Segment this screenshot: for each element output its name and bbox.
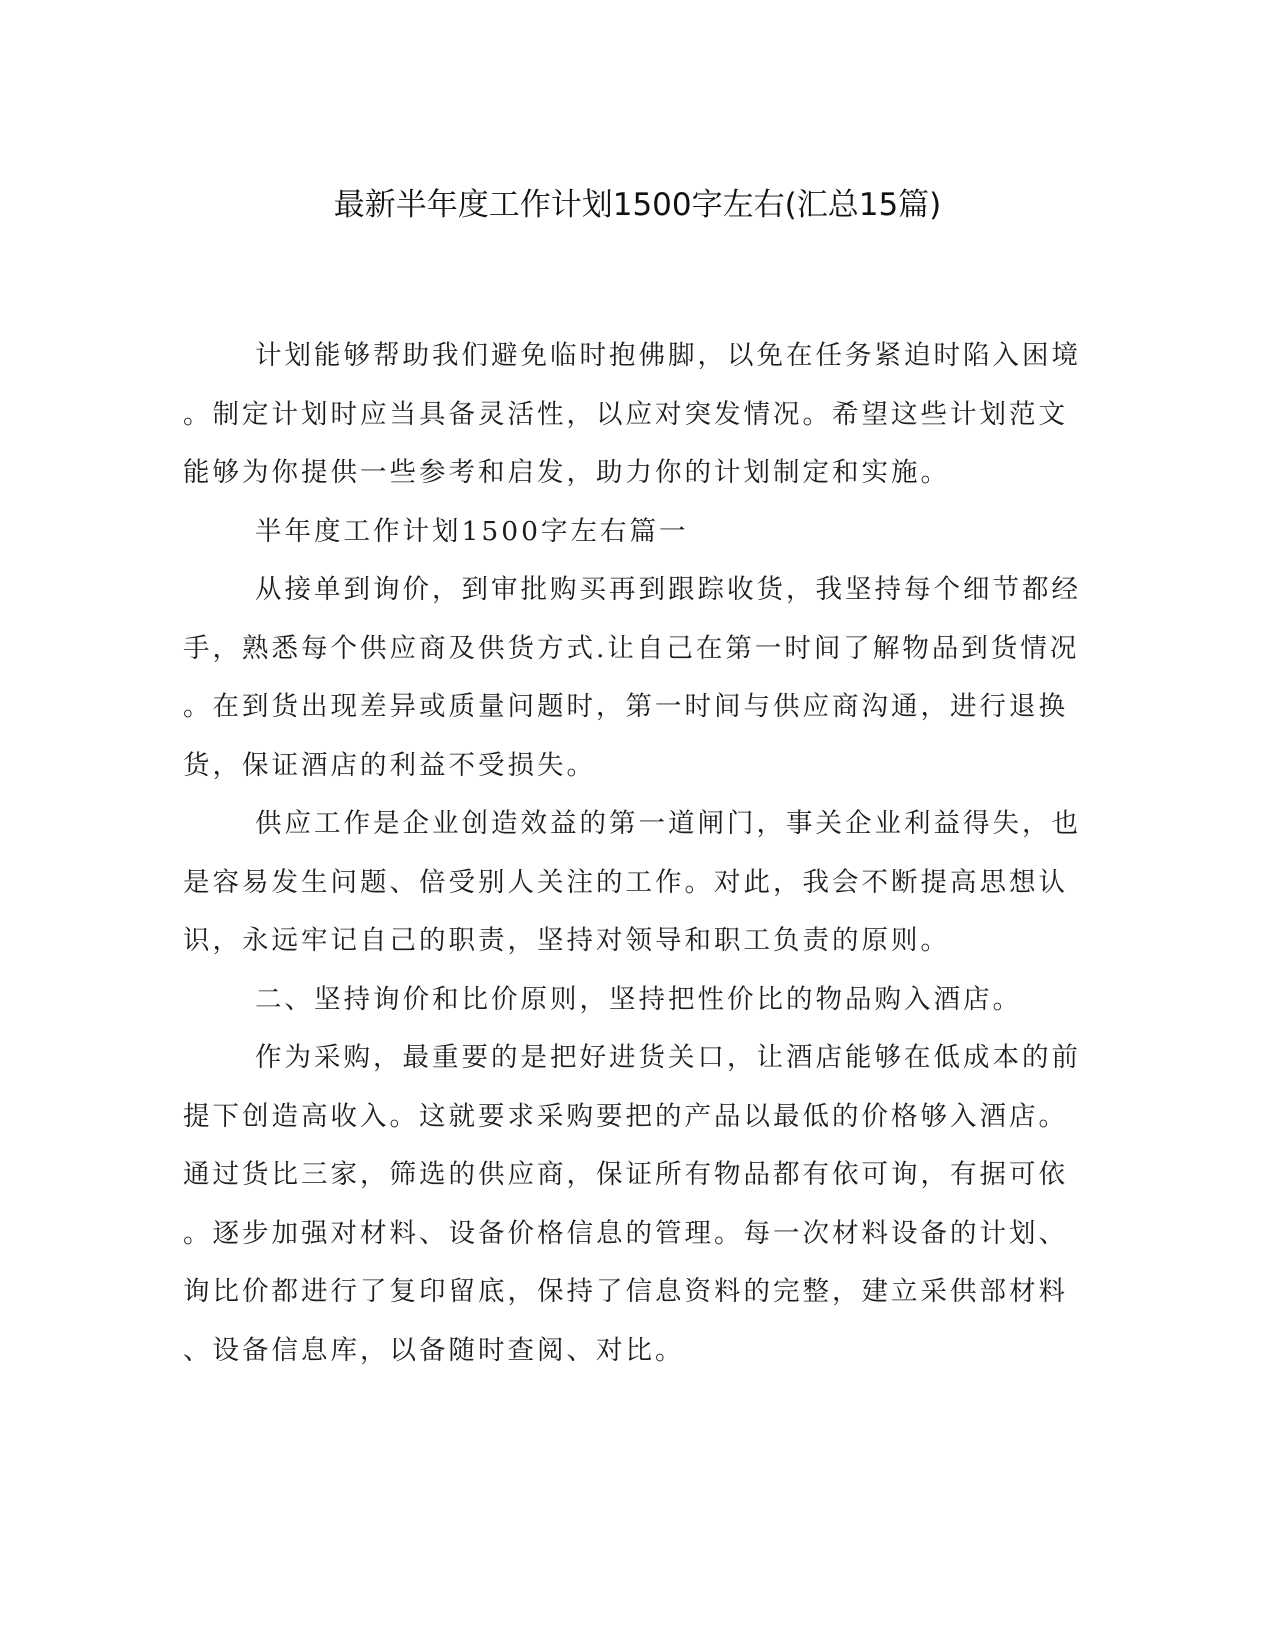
text-line: 提下创造高收入。这就要求采购要把的产品以最低的价格够入酒店。 — [183, 1100, 1068, 1132]
text-line: 是容易发生问题、倍受别人关注的工作。对此，我会不断提高思想认 — [183, 866, 1068, 898]
text-line: 货，保证酒店的利益不受损失。 — [183, 749, 596, 781]
text-line: 通过货比三家，筛选的供应商，保证所有物品都有依可询，有据可依 — [183, 1159, 1068, 1190]
text-line: 、设备信息库，以备随时查阅、对比。 — [183, 1334, 685, 1366]
text-line: 识，永远牢记自己的职责，坚持对领导和职工负责的原则。 — [183, 925, 950, 956]
text-line: 作为采购，最重要的是把好进货关口，让酒店能够在低成本的前 — [255, 1042, 1081, 1073]
document-body — [183, 327, 1081, 1380]
document-title: 最新半年度工作计划1500字左右(汇总15篇) — [333, 187, 942, 223]
text-line: 手，熟悉每个供应商及供货方式.让自己在第一时间了解物品到货情况 — [183, 632, 1080, 664]
section-heading: 二、坚持询价和比价原则，坚持把性价比的物品购入酒店。 — [255, 983, 1022, 1015]
text-line: 。逐步加强对材料、设备价格信息的管理。每一次材料设备的计划、 — [183, 1217, 1068, 1249]
text-line: 能够为你提供一些参考和启发，助力你的计划制定和实施。 — [183, 457, 950, 488]
text-line: 。制定计划时应当具备灵活性，以应对突发情况。希望这些计划范文 — [183, 398, 1068, 430]
text-line: 。在到货出现差异或质量问题时，第一时间与供应商沟通，进行退换 — [183, 691, 1068, 722]
text-line: 询比价都进行了复印留底，保持了信息资料的完整，建立采供部材料 — [183, 1276, 1068, 1307]
text-line: 计划能够帮助我们避免临时抱佛脚，以免在任务紧迫时陷入困境 — [255, 340, 1081, 371]
text-line: 供应工作是企业创造效益的第一道闸门，事关企业利益得失，也 — [255, 808, 1081, 839]
section-heading: 半年度工作计划1500字左右篇一 — [255, 515, 689, 547]
text-line: 从接单到询价，到审批购买再到跟踪收货，我坚持每个细节都经 — [255, 574, 1081, 605]
